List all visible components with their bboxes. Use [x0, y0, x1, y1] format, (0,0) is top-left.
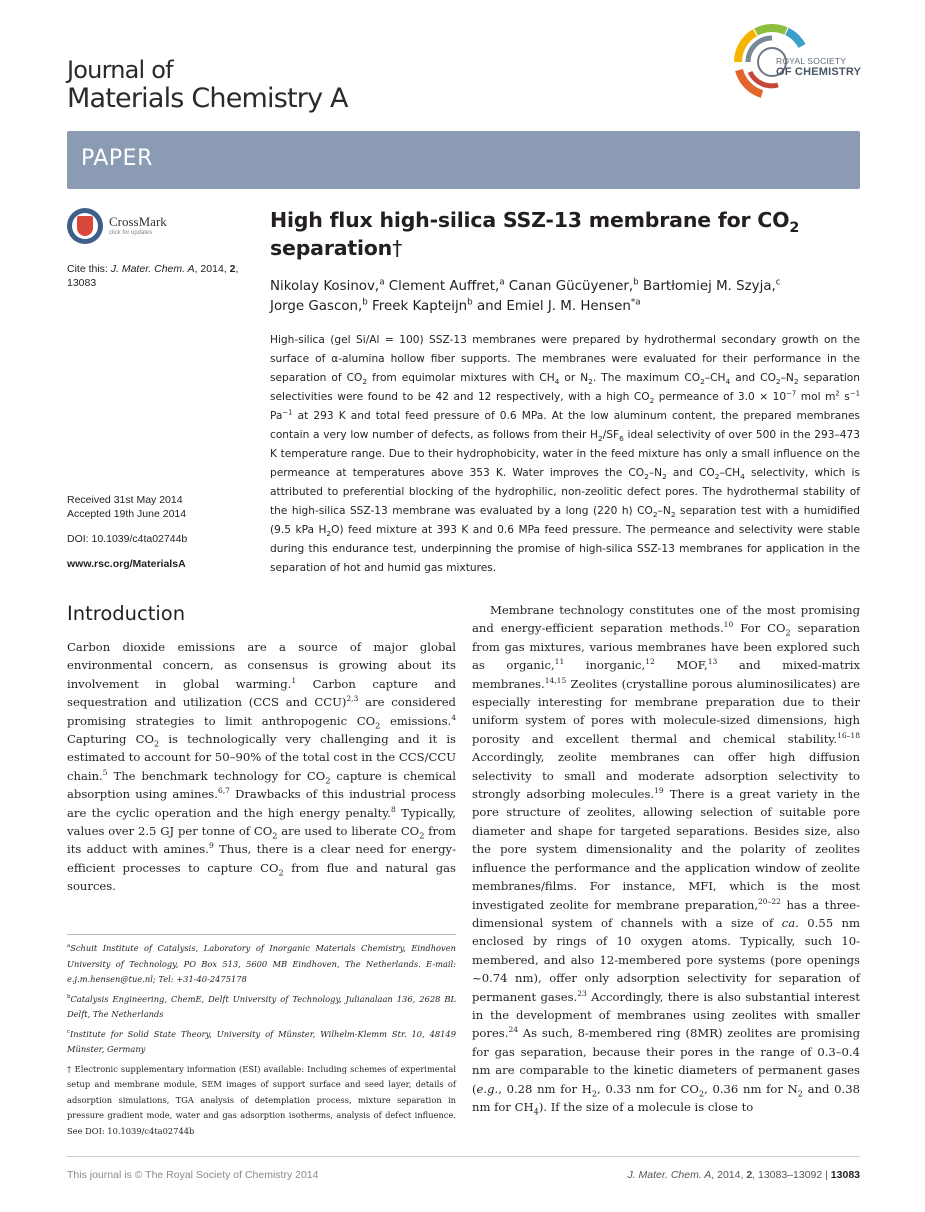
crossmark-sub: click for updates	[109, 230, 153, 236]
author[interactable]: Bartłomiej M. Szyja,	[638, 279, 776, 294]
footnote-divider	[67, 934, 456, 935]
accepted-date: Accepted 19th June 2014	[67, 508, 187, 520]
publisher-name	[776, 56, 861, 78]
citation-ref[interactable]: 1	[291, 675, 297, 685]
section-label: PAPER	[81, 146, 153, 171]
publisher-line1: ROYAL SOCIETY	[776, 56, 847, 66]
author-list: Nikolay Kosinov,$^a$ Clement Auffret,$^a$ Canan Gücüyener,$^b$ Bartłomiej M. Szyja,$^c$ Jorge Gascon,$^b$ Freek Kapteijn$^b$ and Emiel J. M. Hensen$^{*a}$	[270, 277, 781, 314]
footnotes	[67, 941, 456, 1143]
journal-name-line2: Materials Chemistry A	[67, 83, 348, 114]
publisher-line2: OF CHEMISTRY	[776, 66, 862, 78]
author[interactable]: Nikolay Kosinov,	[270, 279, 380, 294]
citation-ref[interactable]: 5	[102, 767, 108, 777]
doi[interactable]: DOI: 10.1039/c4ta02744b	[67, 533, 188, 545]
citation-ref[interactable]: 20–22	[758, 896, 781, 906]
page-footer: J. Mater. Chem. A, 2014, 2, 13083–13092 | 13083	[627, 1169, 860, 1181]
citation-ref[interactable]: 13	[707, 657, 718, 667]
section-heading-introduction: Introduction	[67, 602, 186, 625]
journal-name	[67, 56, 348, 114]
intro-paragraph: Carbon dioxide emissions are a source of major global environmental concern, as consensus is growing about its involvement in global warming.$^1$ Carbon capture and sequestration and utilization (CCS and CCU)$^{2,3}$ are considered promising strategies to limit anthropogenic $CO_2$ emissions.$^4$ Capturing $CO_2$ is technologically very challenging and it is estimated to account for 50–90% of the total cost in the CCS/CCU chain.$^5$ The benchmark technology for $CO_2$ capture is chemical absorption using amines.$^{6,7}$ Drawbacks of this industrial process are the cyclic operation and the high energy penalty.$^8$ Typically, values over 2.5 GJ per tonne of $CO_2$ are used to liberate $CO_2$ from its adduct with amines.$^9$ Thus, there is a clear need for energy-efficient processes to capture $CO_2$ from flue and natural gas sources.	[67, 640, 457, 894]
citation-ref[interactable]: 2,3	[346, 694, 359, 704]
journal-name-line1: Journal of	[67, 56, 173, 84]
affiliation-a: $^a$Schuit Institute of Catalysis, Laboratory of Inorganic Materials Chemistry, Eindhoven University of Technology, PO Box 513, 5600 MB Eindhoven, The Netherlands. E-mail: e.j.m.hensen@tue.nl; Tel: +31-40-2475178	[67, 943, 456, 984]
esi-note: † Electronic supplementary information (ESI) available: Including schemes of experimental setup and membrane module, SEM images of support surface and seed layer, details of adsorption simulations, TGA analysis of detemplation process, mixture separation in pressure gradient mode, water and gas adsorption isotherms, analysis of defect influence. See DOI: 10.1039/c4ta02744b	[67, 1063, 456, 1136]
affiliation-b: $^b$Catalysis Engineering, ChemE, Delft University of Technology, Julianalaan 136, 2628 BL Delft, The Netherlands	[67, 993, 456, 1019]
author[interactable]: Canan Gücüyener,	[504, 279, 634, 294]
citation-ref[interactable]: 16–18	[837, 730, 860, 740]
citation-ref[interactable]: 11	[554, 657, 565, 667]
citation-ref[interactable]: 19	[654, 786, 664, 796]
citation-ref[interactable]: 10	[723, 620, 734, 630]
footer-divider	[67, 1156, 860, 1157]
cite-prefix: Cite this:	[67, 263, 111, 275]
cite-volume: 2	[229, 263, 236, 275]
citation-ref[interactable]: 24	[508, 1025, 519, 1035]
abstract: High-silica (gel Si/Al = 100) SSZ-13 membranes were prepared by hydrothermal secondary growth on the surface of α-alumina hollow fiber supports. The membranes were evaluated for their performance in the separation of $CO_2$ from equimolar mixtures with $CH_4$ or $N_2$. The maximum $CO_2-CH_4$ and $CO_2-N_2$ separation selectivities were found to be 42 and 12 respectively, with a high $CO_2$ permeance of $3.0 \times 10^{-7}$ mol $m^2$ $s^{-1}$ $Pa^{-1}$ at 293 K and total feed pressure of 0.6 MPa. At the low aluminum content, the prepared membranes contain a very low number of defects, as follows from their $H_2/SF_6$ ideal selectivity of over 500 in the 293–473 K temperature range. Due to their hydrophobicity, water in the feed mixture has only a small influence on the permeance at temperatures above 353 K. Water improves the $CO_2-N_2$ and $CO_2-CH_4$ selectivity, which is attributed to preferential blocking of the hydrophilic, non-zeolitic defect pores. The hydrothermal stability of the high-silica SSZ-13 membrane was evaluated by a long (220 h) $CO_2-N_2$ separation test with a humidified (9.5 kPa $H_2O$) feed mixture at 393 K and 0.6 MPa feed pressure. The permeance and selectivity were stable during this endurance test, underpinning the promise of high-silica SSZ-13 membranes for application in the separation of hot and humid gas mixtures.	[270, 334, 860, 574]
cite-journal: J. Mater. Chem. A	[110, 263, 195, 275]
article-title: High flux high-silica SSZ-13 membrane for $CO_2$ separation†	[270, 208, 800, 260]
crossmark-badge[interactable]	[67, 208, 207, 248]
citation-ref[interactable]: 23	[577, 988, 587, 998]
section-bar	[67, 131, 860, 189]
citation-ref[interactable]: 4	[451, 712, 457, 722]
received-date: Received 31st May 2014	[67, 494, 183, 506]
citation-ref[interactable]: 9	[208, 841, 214, 851]
cite-pages: , 13083	[67, 263, 239, 289]
right-column-paragraph: Membrane technology constitutes one of the most promising and energy-efficient separation methods.$^{10}$ For $CO_2$ separation from gas mixtures, various membranes have been explored such as organic,$^{11}$ inorganic,$^{12}$ MOF,$^{13}$ and mixed-matrix membranes.$^{14,15}$ Zeolites (crystalline porous aluminosilicates) are especially interesting for membrane preparation due to their uniform system of pores with molecule-sized dimensions, high porosity and excellent thermal and chemical stability.$^{16-18}$ Accordingly, zeolite membranes can offer high diffusion selectivity to small and moderate adsorption selectivity to strongly adsorbing molecules.$^{19}$ There is a great variety in the pore structure of zeolites, allowing selection of suitable pore diameter and shape for targeted separations. Besides size, also the pore system dimensionality and the polarity of zeolites influence the performance and the application window of zeolite membranes/films. For instance, MFI, which is the most investigated zeolite for membrane preparation,$^{20-22}$ has a three-dimensional system of channels with a size of ca. 0.55 nm enclosed by rings of 10 oxygen atoms. Typically, such 10-membered, and also 12-membered pore systems (pore openings ~0.74 nm), offer only adsorption selectivity for separation of permanent gases.$^{23}$ Accordingly, there is also substantial interest in the development of membranes using zeolites with smaller pores.$^{24}$ As such, 8-membered ring (8MR) zeolites are promising for gas separation, because their pores in the range of 0.3–0.4 nm are comparable to the kinetic diameters of permanent gases (e.g., 0.28 nm for $H_2$, 0.33 nm for $CO_2$, 0.36 nm for $N_2$ and 0.38 nm for $CH_4$). If the size of a molecule is close to	[472, 603, 861, 1117]
crossmark-name: CrossMark	[109, 214, 167, 229]
crossmark-icon	[67, 208, 103, 244]
citation-ref[interactable]: 6,7	[217, 786, 230, 796]
page-number: 13083	[830, 1169, 860, 1181]
citation-ref[interactable]: 14,15	[544, 675, 567, 685]
cite-year: , 2014,	[194, 263, 230, 275]
author[interactable]: Freek Kapteijn	[367, 299, 468, 314]
citation	[67, 262, 252, 290]
copyright-notice: This journal is © The Royal Society of Chemistry 2014	[67, 1169, 319, 1181]
author[interactable]: Jorge Gascon,	[270, 299, 363, 314]
citation-ref[interactable]: 8	[390, 804, 396, 814]
author[interactable]: and Emiel J. M. Hensen	[472, 299, 631, 314]
journal-url[interactable]: www.rsc.org/MaterialsA	[67, 558, 186, 570]
affiliation-c: $^c$Institute for Solid State Theory, University of Münster, Wilhelm-Klemm Str. 10, 48149 Münster, Germany	[67, 1028, 456, 1054]
author[interactable]: Clement Auffret,	[384, 279, 500, 294]
citation-ref[interactable]: 12	[645, 657, 655, 667]
esi-mark[interactable]: †	[392, 236, 403, 260]
